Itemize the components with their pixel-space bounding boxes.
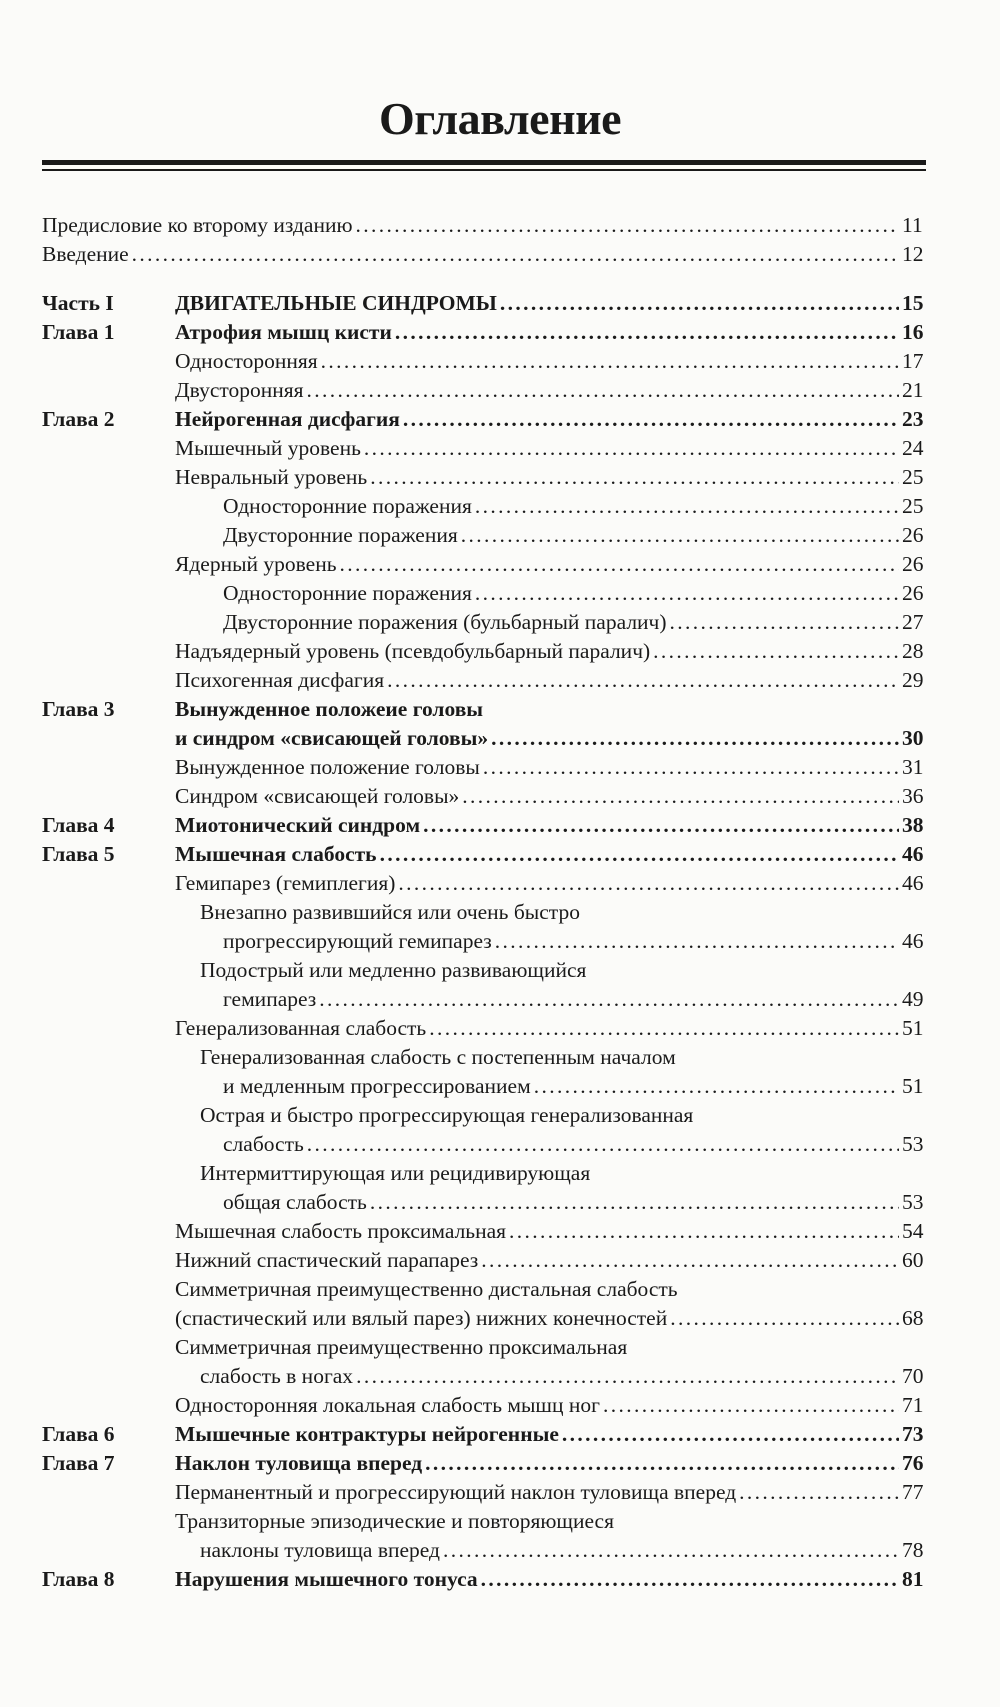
toc-entry[interactable] bbox=[42, 1478, 922, 1507]
toc-entry[interactable] bbox=[42, 1333, 922, 1362]
toc-subentry[interactable] bbox=[42, 956, 922, 985]
toc-chapter[interactable] bbox=[42, 811, 922, 840]
toc-chapter[interactable] bbox=[42, 1565, 922, 1594]
entry-title: Надъядерный уровень (псевдобульбарный паралич) bbox=[175, 639, 651, 663]
entry-title: Вынужденное положение головы bbox=[175, 755, 480, 779]
toc-chapter[interactable] bbox=[42, 1449, 922, 1478]
entry-page: 76 bbox=[902, 1451, 924, 1475]
entry-title: Двусторонние поражения bbox=[223, 523, 458, 547]
entry-title: Генерализованная слабость bbox=[175, 1016, 427, 1040]
entry-page: 53 bbox=[902, 1190, 924, 1214]
chapter-label: Глава 4 bbox=[42, 813, 115, 837]
toc-entry[interactable] bbox=[42, 1391, 922, 1420]
chapter-label: Глава 3 bbox=[42, 697, 115, 721]
entry-title: общая слабость bbox=[223, 1190, 367, 1214]
page-title: Оглавление bbox=[378, 93, 622, 144]
toc-entry[interactable] bbox=[42, 463, 922, 492]
entry-title: Перманентный и прогрессирующий наклон туловища вперед bbox=[175, 1480, 737, 1504]
entry-page: 11 bbox=[902, 213, 923, 237]
entry-title-line1: Интермиттирующая или рецидивирующая bbox=[200, 1161, 591, 1185]
toc-entry-cont[interactable] bbox=[42, 1536, 922, 1565]
toc-chapter[interactable] bbox=[42, 1420, 922, 1449]
entry-title: Мышечная слабость bbox=[175, 842, 377, 866]
entry-title: Мышечная слабость проксимальная bbox=[175, 1219, 507, 1243]
entry-page: 29 bbox=[902, 668, 924, 692]
entry-title: (спастический или вялый парез) нижних конечностей bbox=[175, 1306, 668, 1330]
toc-subentry[interactable] bbox=[42, 608, 922, 637]
entry-title: Односторонние поражения bbox=[223, 581, 472, 605]
entry-page: 23 bbox=[902, 407, 924, 431]
chapter-label: Глава 6 bbox=[42, 1422, 115, 1446]
entry-page: 54 bbox=[902, 1219, 924, 1243]
toc-subentry-cont[interactable] bbox=[42, 1072, 922, 1101]
entry-title: Миотонический синдром bbox=[175, 813, 421, 837]
entry-page: 21 bbox=[902, 378, 924, 402]
entry-page: 27 bbox=[902, 610, 924, 634]
entry-title-line1: Симметричная преимущественно дистальная слабость bbox=[175, 1277, 678, 1301]
entry-page: 17 bbox=[902, 349, 924, 373]
entry-page: 46 bbox=[902, 929, 924, 953]
entry-page: 30 bbox=[902, 726, 924, 750]
toc-subentry-cont[interactable] bbox=[42, 927, 922, 956]
toc-entry-cont[interactable] bbox=[42, 1304, 922, 1333]
part-label: Часть I bbox=[42, 291, 114, 315]
entry-title: Предисловие ко второму изданию bbox=[42, 213, 353, 237]
toc-entry[interactable] bbox=[42, 1246, 922, 1275]
toc-entry[interactable] bbox=[42, 347, 922, 376]
toc-entry[interactable] bbox=[42, 753, 922, 782]
toc-subentry[interactable] bbox=[42, 1043, 922, 1072]
entry-page: 78 bbox=[902, 1538, 924, 1562]
entry-page: 81 bbox=[902, 1567, 924, 1591]
entry-page: 70 bbox=[902, 1364, 924, 1388]
toc-subentry-cont[interactable] bbox=[42, 1130, 922, 1159]
title-rule-thick bbox=[42, 160, 926, 165]
toc-chapter[interactable] bbox=[42, 695, 922, 724]
toc-entry[interactable] bbox=[42, 434, 922, 463]
entry-page: 24 bbox=[902, 436, 924, 460]
entry-page: 77 bbox=[902, 1480, 924, 1504]
entry-title: Мышечные контрактуры нейрогенные bbox=[175, 1422, 559, 1446]
toc-entry[interactable] bbox=[42, 869, 922, 898]
toc-chapter-cont[interactable] bbox=[42, 724, 922, 753]
entry-title: и медленным прогрессированием bbox=[223, 1074, 531, 1098]
entry-page: 73 bbox=[902, 1422, 924, 1446]
toc-entry[interactable] bbox=[42, 637, 922, 666]
entry-page: 51 bbox=[902, 1016, 924, 1040]
entry-page: 26 bbox=[902, 523, 924, 547]
entry-title: Невральный уровень bbox=[175, 465, 368, 489]
entry-page: 31 bbox=[902, 755, 924, 779]
entry-title: Односторонняя bbox=[175, 349, 318, 373]
entry-page: 38 bbox=[902, 813, 924, 837]
entry-title: Нижний спастический парапарез bbox=[175, 1248, 479, 1272]
toc-subentry[interactable] bbox=[42, 521, 922, 550]
chapter-label: Глава 2 bbox=[42, 407, 115, 431]
entry-page: 46 bbox=[902, 842, 924, 866]
entry-title: Односторонние поражения bbox=[223, 494, 472, 518]
entry-page: 28 bbox=[902, 639, 924, 663]
toc-entry[interactable] bbox=[42, 376, 922, 405]
entry-page: 15 bbox=[902, 291, 924, 315]
toc-entry[interactable] bbox=[42, 782, 922, 811]
entry-page: 68 bbox=[902, 1306, 924, 1330]
toc-subentry[interactable] bbox=[42, 1101, 922, 1130]
entry-title: и синдром «свисающей головы» bbox=[175, 726, 489, 750]
toc-chapter[interactable] bbox=[42, 840, 922, 869]
chapter-label: Глава 8 bbox=[42, 1567, 115, 1591]
toc-subentry[interactable] bbox=[42, 898, 922, 927]
entry-title: Психогенная дисфагия bbox=[175, 668, 385, 692]
toc-entry[interactable] bbox=[42, 1507, 922, 1536]
entry-title: Наклон туловища вперед bbox=[175, 1451, 423, 1475]
toc-subentry-cont[interactable] bbox=[42, 985, 922, 1014]
title-rule-thin bbox=[42, 169, 926, 171]
entry-title: Синдром «свисающей головы» bbox=[175, 784, 460, 808]
entry-title: гемипарез bbox=[223, 987, 317, 1011]
toc-subentry[interactable] bbox=[42, 1159, 922, 1188]
entry-page: 16 bbox=[902, 320, 924, 344]
toc-part[interactable] bbox=[42, 289, 922, 318]
entry-page: 71 bbox=[902, 1393, 924, 1417]
entry-title: Атрофия мышц кисти bbox=[175, 320, 392, 344]
entry-page: 12 bbox=[902, 242, 924, 266]
entry-title: Двусторонняя bbox=[175, 378, 304, 402]
entry-title-line1: Транзиторные эпизодические и повторяющиеся bbox=[175, 1509, 614, 1533]
entry-page: 36 bbox=[902, 784, 924, 808]
table-of-contents bbox=[42, 211, 922, 1594]
entry-title-line1: Острая и быстро прогрессирующая генерализованная bbox=[200, 1103, 694, 1127]
entry-page: 46 bbox=[902, 871, 924, 895]
entry-title: Гемипарез (гемиплегия) bbox=[175, 871, 396, 895]
entry-title: слабость в ногах bbox=[200, 1364, 354, 1388]
toc-entry[interactable] bbox=[42, 240, 922, 269]
entry-title-line1: Симметричная преимущественно проксимальная bbox=[175, 1335, 628, 1359]
toc-entry[interactable] bbox=[42, 1014, 922, 1043]
entry-page: 53 bbox=[902, 1132, 924, 1156]
toc-entry[interactable] bbox=[42, 1275, 922, 1304]
entry-title: Мышечный уровень bbox=[175, 436, 361, 460]
toc-subentry[interactable] bbox=[42, 492, 922, 521]
entry-title-line1: Генерализованная слабость с постепенным началом bbox=[200, 1045, 676, 1069]
toc-entry-cont[interactable] bbox=[42, 1362, 922, 1391]
toc-entry[interactable] bbox=[42, 1217, 922, 1246]
entry-title: прогрессирующий гемипарез bbox=[223, 929, 492, 953]
entry-title: Нейрогенная дисфагия bbox=[175, 407, 400, 431]
toc-subentry[interactable] bbox=[42, 579, 922, 608]
entry-title: Нарушения мышечного тонуса bbox=[175, 1567, 478, 1591]
toc-entry[interactable] bbox=[42, 550, 922, 579]
entry-page: 25 bbox=[902, 494, 924, 518]
entry-page: 26 bbox=[902, 581, 924, 605]
entry-title-line1: Вынужденное положеие головы bbox=[175, 697, 484, 721]
entry-page: 60 bbox=[902, 1248, 924, 1272]
entry-title: слабость bbox=[223, 1132, 304, 1156]
entry-page: 49 bbox=[902, 987, 924, 1011]
entry-title: Двусторонние поражения (бульбарный паралич) bbox=[223, 610, 667, 634]
entry-title-line1: Подострый или медленно развивающийся bbox=[200, 958, 587, 982]
toc-entry[interactable] bbox=[42, 666, 922, 695]
entry-title: ДВИГАТЕЛЬНЫЕ СИНДРОМЫ bbox=[175, 291, 497, 315]
chapter-label: Глава 7 bbox=[42, 1451, 115, 1475]
chapter-label: Глава 5 bbox=[42, 842, 115, 866]
toc-entry[interactable] bbox=[42, 211, 922, 240]
toc-chapter[interactable] bbox=[42, 405, 922, 434]
entry-title: Односторонняя локальная слабость мышц ног bbox=[175, 1393, 600, 1417]
entry-title: наклоны туловища вперед bbox=[200, 1538, 440, 1562]
entry-page: 25 bbox=[902, 465, 924, 489]
chapter-label: Глава 1 bbox=[42, 320, 115, 344]
toc-chapter[interactable] bbox=[42, 318, 922, 347]
entry-title: Введение bbox=[42, 242, 129, 266]
entry-title-line1: Внезапно развившийся или очень быстро bbox=[200, 900, 580, 924]
entry-title: Ядерный уровень bbox=[175, 552, 337, 576]
toc-subentry-cont[interactable] bbox=[42, 1188, 922, 1217]
entry-page: 51 bbox=[902, 1074, 924, 1098]
entry-page: 26 bbox=[902, 552, 924, 576]
